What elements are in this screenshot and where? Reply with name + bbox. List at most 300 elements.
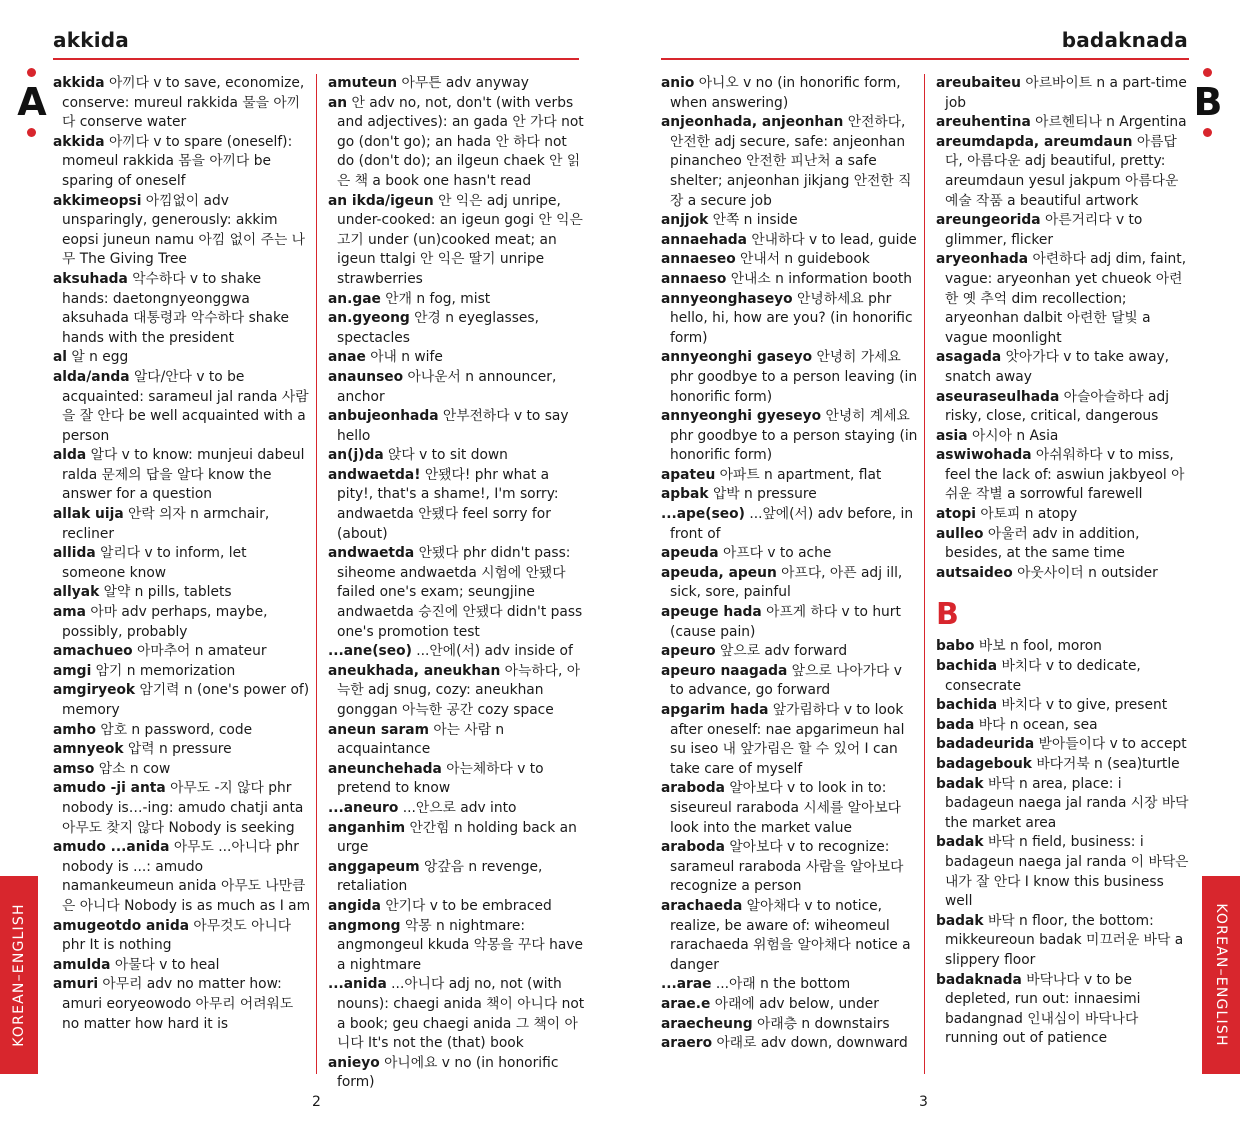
section-letter: B bbox=[936, 597, 959, 633]
dictionary-entry bbox=[661, 603, 919, 642]
definition: ...아래 n the bottom bbox=[711, 976, 851, 993]
dictionary-entry bbox=[661, 701, 919, 779]
dictionary-entry bbox=[936, 657, 1194, 696]
headword: aulleo bbox=[936, 525, 984, 542]
definition: 아는 사람 n acquaintance bbox=[337, 721, 505, 758]
dictionary-entry bbox=[53, 603, 311, 642]
dictionary-entry bbox=[661, 113, 919, 211]
headword: andwaetda bbox=[328, 545, 415, 562]
definition: 안쪽 n inside bbox=[708, 212, 798, 229]
dictionary-entry bbox=[53, 721, 311, 741]
dictionary-entry bbox=[661, 897, 919, 975]
headword: apeuda, apeun bbox=[661, 564, 777, 581]
headword: araero bbox=[661, 1035, 713, 1052]
headword: an ikda/igeun bbox=[328, 192, 434, 209]
thumb-letter: B bbox=[1193, 80, 1223, 124]
definition: 앞가림하다 v to look after oneself: nae apgarimeun hal su iseo 내 앞가림은 할 수 있어 I can take care of myself bbox=[670, 702, 905, 777]
headword: akkimeopsi bbox=[53, 192, 142, 209]
header-rule bbox=[661, 58, 1189, 60]
definition: 아토피 n atopy bbox=[976, 506, 1078, 523]
definition: 안 adv no, not, don't (with verbs and adjectives): an gada 안 가다 not go (don't go); an hada 안 하다 not do (don't do); an ilgeun chaek 안 읽은 책 a book one hasn't read bbox=[337, 94, 584, 189]
headword: annyeonghi gyeseyo bbox=[661, 408, 822, 425]
dictionary-entry bbox=[661, 975, 919, 995]
dictionary-entry bbox=[53, 505, 311, 544]
dictionary-entry bbox=[661, 485, 919, 505]
headword: apateu bbox=[661, 466, 716, 483]
definition: 안 익은 adj unripe, under-cooked: an igeun gogi 안 익은고기 under (un)cooked meat; an igeun ttalgi 안 익은 딸기 unripe strawberries bbox=[337, 192, 583, 287]
dictionary-entry bbox=[328, 1054, 586, 1093]
dictionary-entry bbox=[936, 525, 1194, 564]
definition: 바닥 n area, place: i badageun naega jal randa 시장 바닥 the market area bbox=[945, 775, 1189, 831]
headword: akkida bbox=[53, 75, 105, 91]
definition: 아무것도 아니다 phr It is nothing bbox=[62, 917, 292, 954]
definition: ...아니다 adj no, not (with nouns): chaegi anida 책이 아니다 not a book; geu chaegi anida 그 책이 아니다 It's not the (that) book bbox=[337, 976, 585, 1052]
headword: anae bbox=[328, 349, 366, 366]
dictionary-entry bbox=[53, 368, 311, 446]
headword: autsaideo bbox=[936, 564, 1013, 581]
dictionary-entry bbox=[661, 564, 919, 603]
headword: alda/anda bbox=[53, 368, 130, 385]
headword: aneunchehada bbox=[328, 760, 442, 777]
headword: anbujeonhada bbox=[328, 408, 439, 425]
language-side-tab bbox=[1202, 876, 1240, 1074]
definition: 악몽 n nightmare: angmongeul kkuda 악몽을 꾸다 have a nightmare bbox=[337, 917, 583, 973]
definition: 앉다 v to sit down bbox=[383, 447, 508, 464]
headword: amgi bbox=[53, 662, 92, 679]
definition: 안됐다! phr what a pity!, that's a shame!, I'm sorry: andwaetda 안됐다 feel sorry for (about) bbox=[337, 466, 559, 542]
definition: 암소 n cow bbox=[94, 760, 171, 777]
dictionary-entry bbox=[328, 858, 586, 897]
dictionary-entry bbox=[661, 642, 919, 662]
definition: ...안으로 adv into bbox=[398, 799, 517, 816]
dictionary-entry bbox=[661, 348, 919, 407]
headword: amgiryeok bbox=[53, 682, 136, 699]
definition: 안내소 n information booth bbox=[726, 270, 913, 287]
dictionary-entry bbox=[53, 192, 311, 270]
dictionary-entry bbox=[53, 662, 311, 682]
dictionary-entry bbox=[328, 466, 586, 544]
dictionary-entry bbox=[661, 211, 919, 231]
headword: annaehada bbox=[661, 231, 747, 248]
headword: andwaetda! bbox=[328, 466, 421, 483]
dictionary-entry bbox=[328, 348, 586, 368]
dictionary-entry bbox=[53, 642, 311, 662]
definition: 알다/안다 v to be acquainted: sarameul jal randa 사람을 잘 안다 be well acquainted with a person bbox=[62, 368, 309, 444]
headword: angida bbox=[328, 897, 381, 914]
definition: 알약 n pills, tablets bbox=[99, 584, 232, 601]
headword: badagebouk bbox=[936, 756, 1032, 772]
headword: amuteun bbox=[328, 75, 398, 91]
dictionary-entry bbox=[53, 838, 311, 916]
dictionary-entry bbox=[53, 975, 311, 1034]
headword: areuhentina bbox=[936, 114, 1031, 131]
dictionary-entry bbox=[53, 74, 311, 133]
headword: anjjok bbox=[661, 212, 709, 229]
definition: 안내서 n guidebook bbox=[735, 251, 870, 268]
headword: angmong bbox=[328, 917, 401, 934]
dictionary-entry bbox=[936, 971, 1194, 1049]
dictionary-entry bbox=[936, 912, 1194, 971]
dictionary-entry bbox=[661, 250, 919, 270]
dictionary-entry bbox=[936, 564, 1194, 584]
definition: 안전하다, 안전한 adj secure, safe: anjeonhan pinancheo 안전한 피난처 a safe shelter; anjeonhan jikjang 안전한 직장 a secure job bbox=[670, 114, 912, 209]
headword: an.gyeong bbox=[328, 310, 410, 327]
definition: 안경 n eyeglasses, spectacles bbox=[337, 310, 539, 346]
headword: allyak bbox=[53, 584, 100, 601]
page-number: 2 bbox=[312, 1094, 321, 1110]
definition: 아슬아슬하다 adj risky, close, critical, dangerous bbox=[945, 388, 1170, 425]
dictionary-entry bbox=[53, 348, 311, 368]
dictionary-entry bbox=[936, 696, 1194, 716]
definition: 안녕하세요 phr hello, hi, how are you? (in honorific form) bbox=[670, 290, 913, 346]
definition: 아무도 ...아니다 phr nobody is ...: amudo namankeumeun anida 아무도 나만큼은 아니다 Nobody is as much as I am bbox=[62, 839, 311, 914]
headword: areubaiteu bbox=[936, 75, 1021, 91]
dictionary-entry bbox=[661, 662, 919, 701]
headword: ...aneuro bbox=[328, 799, 399, 816]
definition: 아쉬워하다 v to miss, feel the lack of: aswiun jakbyeol 아쉬운 작별 a sorrowful farewell bbox=[945, 447, 1185, 503]
definition: 악수하다 v to shake hands: daetongnyeonggwa aksuhada 대통령과 악수하다 shake hands with the president bbox=[62, 270, 289, 346]
dictionary-entry bbox=[936, 833, 1194, 911]
dictionary-entry bbox=[53, 446, 311, 505]
dictionary-entry bbox=[661, 290, 919, 349]
definition: 아프게 하다 v to hurt (cause pain) bbox=[670, 604, 901, 640]
headword: anganhim bbox=[328, 819, 406, 836]
headword: ...ane(seo) bbox=[328, 643, 412, 660]
dictionary-entry bbox=[936, 446, 1194, 505]
dictionary-entry bbox=[936, 735, 1194, 755]
headword: apeuro naagada bbox=[661, 662, 788, 679]
definition: 아래에 adv below, under bbox=[710, 995, 879, 1012]
headword: amnyeok bbox=[53, 741, 124, 758]
headword: al bbox=[53, 349, 68, 366]
headword: ...anida bbox=[328, 976, 387, 993]
headword: amuri bbox=[53, 976, 99, 993]
dictionary-entry bbox=[936, 755, 1194, 775]
dictionary-entry bbox=[661, 1015, 919, 1035]
definition: 아련하다 adj dim, faint, vague: aryeonhan yet chueok 아련한 옛 추억 dim recollection; aryeonhan dalbit 아련한 달빛 a vague moonlight bbox=[945, 251, 1187, 346]
dictionary-entry bbox=[936, 388, 1194, 427]
headword: alda bbox=[53, 447, 87, 464]
definition: 알 n egg bbox=[67, 349, 129, 366]
side-tab-label: KOREAN–ENGLISH bbox=[11, 903, 27, 1047]
headword: amudo ...anida bbox=[53, 839, 170, 856]
headword: aneukhada, aneukhan bbox=[328, 662, 501, 679]
dictionary-entry bbox=[328, 819, 586, 858]
definition: 아래로 adv down, downward bbox=[712, 1035, 908, 1052]
right-page bbox=[620, 0, 1240, 1134]
definition: 아울러 adv in addition, besides, at the same time bbox=[945, 525, 1140, 562]
headword: anjeonhada, anjeonhan bbox=[661, 114, 844, 131]
definition: 앞으로 adv forward bbox=[715, 643, 848, 660]
dictionary-entry bbox=[328, 368, 586, 407]
headword: apeuro bbox=[661, 643, 716, 660]
headword: badak bbox=[936, 834, 984, 851]
definition: 아무튼 adv anyway bbox=[397, 75, 529, 91]
definition: 안내하다 v to lead, guide bbox=[746, 231, 917, 248]
definition: 아프다, 아픈 adj ill, sick, sore, painful bbox=[670, 564, 903, 601]
headword: bachida bbox=[936, 658, 998, 675]
definition: 알다 v to know: munjeui dabeul ralda 문제의 답을 알다 know the answer for a question bbox=[62, 447, 305, 503]
headword: araecheung bbox=[661, 1015, 753, 1032]
header-rule bbox=[53, 58, 579, 60]
definition: 알아채다 v to notice, realize, be aware of: wiheomeul rarachaeda 위험을 알아채다 notice a danger bbox=[670, 897, 911, 973]
dictionary-entry bbox=[661, 466, 919, 486]
dictionary-entry bbox=[661, 505, 919, 544]
headword: amso bbox=[53, 760, 95, 777]
dictionary-entry bbox=[328, 799, 586, 819]
headword: arae.e bbox=[661, 995, 711, 1012]
entry-column bbox=[53, 74, 311, 1034]
dictionary-entry bbox=[936, 775, 1194, 834]
dictionary-entry bbox=[53, 583, 311, 603]
dictionary-entry bbox=[936, 133, 1194, 211]
dictionary-entry bbox=[661, 74, 919, 113]
definition: 아나운서 n announcer, anchor bbox=[337, 368, 557, 405]
thumb-letter: A bbox=[17, 80, 47, 124]
headword: aksuhada bbox=[53, 270, 128, 287]
definition: 안개 n fog, mist bbox=[380, 290, 491, 307]
dictionary-entry bbox=[53, 681, 311, 720]
definition: 바다거북 n (sea)turtle bbox=[1031, 756, 1180, 772]
thumb-index bbox=[1188, 66, 1228, 146]
dictionary-entry bbox=[53, 956, 311, 976]
definition: 바치다 v to dedicate, consecrate bbox=[945, 658, 1141, 694]
headword: amho bbox=[53, 721, 96, 738]
dictionary-entry bbox=[661, 995, 919, 1015]
dictionary-entry bbox=[53, 917, 311, 956]
dictionary-entry bbox=[936, 505, 1194, 525]
headword: areumdapda, areumdaun bbox=[936, 133, 1133, 150]
headword: areungeorida bbox=[936, 212, 1041, 229]
headword: araboda bbox=[661, 839, 725, 856]
headword: bada bbox=[936, 716, 975, 733]
definition: 아프다 v to ache bbox=[718, 545, 832, 562]
thumb-dot-icon bbox=[1203, 128, 1212, 137]
headword: annyeonghi gaseyo bbox=[661, 349, 813, 366]
dictionary-entry bbox=[328, 290, 586, 310]
dictionary-entry bbox=[661, 231, 919, 251]
headword: atopi bbox=[936, 506, 976, 523]
thumb-dot-icon bbox=[27, 68, 36, 77]
dictionary-entry bbox=[328, 917, 586, 976]
dictionary-entry bbox=[53, 760, 311, 780]
headword: aswiwohada bbox=[936, 447, 1032, 464]
definition: 아늑하다, 아늑한 adj snug, cozy: aneukhan gonggan 아늑한 공간 cozy space bbox=[337, 662, 581, 718]
dictionary-entry bbox=[53, 779, 311, 838]
headword: badak bbox=[936, 775, 984, 792]
headword: anieyo bbox=[328, 1054, 380, 1071]
headword: aneun saram bbox=[328, 721, 429, 738]
headword: annaeso bbox=[661, 270, 727, 287]
dictionary-entry bbox=[328, 975, 586, 1053]
entry-group bbox=[936, 637, 1194, 1048]
definition: 안락 의자 n armchair, recliner bbox=[62, 506, 270, 542]
definition: 아름답다, 아름다운 adj beautiful, pretty: areumdaun yesul jakpum 아름다운 예술 작품 a beautiful artwork bbox=[945, 133, 1179, 209]
definition: 아물다 v to heal bbox=[110, 956, 220, 973]
definition: 아파트 n apartment, flat bbox=[715, 466, 882, 483]
dictionary-entry bbox=[936, 74, 1194, 113]
definition: ...안에(서) adv inside of bbox=[411, 643, 573, 660]
dictionary-entry bbox=[936, 637, 1194, 657]
definition: 아무도 -지 않다 phr nobody is…-ing: amudo chatji anta 아무도 찾지 않다 Nobody is seeking bbox=[62, 780, 304, 836]
dictionary-entry bbox=[936, 716, 1194, 736]
headword: apeuge hada bbox=[661, 604, 762, 621]
dictionary-entry bbox=[936, 211, 1194, 250]
dictionary-entry bbox=[936, 250, 1194, 348]
dictionary-entry bbox=[53, 740, 311, 760]
headword: annyeonghaseyo bbox=[661, 290, 793, 307]
definition: 바닥 n field, business: i badageun naega jal randa 이 바닥은 내가 잘 안다 I know this business well bbox=[945, 834, 1189, 910]
headword: aryeonhada bbox=[936, 251, 1029, 268]
definition: 아르바이트 n a part-time job bbox=[945, 75, 1187, 111]
headword: anggapeum bbox=[328, 858, 420, 875]
definition: ...앞에(서) adv before, in front of bbox=[670, 506, 914, 542]
dictionary-entry bbox=[661, 270, 919, 290]
dictionary-entry bbox=[53, 133, 311, 192]
definition: 바닥 n floor, the bottom: mikkeureoun badak 미끄러운 바닥 a slippery floor bbox=[945, 912, 1184, 968]
definition: 안부전하다 v to say hello bbox=[337, 408, 569, 444]
definition: 아마추어 n amateur bbox=[132, 643, 267, 660]
headword: ama bbox=[53, 604, 86, 621]
dictionary-entry bbox=[328, 760, 586, 799]
headword: arachaeda bbox=[661, 897, 743, 914]
dictionary-entry bbox=[53, 270, 311, 348]
definition: 바보 n fool, moron bbox=[974, 638, 1102, 655]
thumb-dot-icon bbox=[1203, 68, 1212, 77]
definition: 바치다 v to give, present bbox=[997, 697, 1168, 714]
headword: anio bbox=[661, 75, 695, 91]
dictionary-entry bbox=[661, 838, 919, 897]
headword: annaeseo bbox=[661, 251, 736, 268]
definition: 압박 n pressure bbox=[708, 486, 817, 503]
headword: an.gae bbox=[328, 290, 381, 307]
definition: 앙갚음 n revenge, retaliation bbox=[337, 858, 543, 895]
entry-column bbox=[661, 74, 919, 1054]
headword: araboda bbox=[661, 780, 725, 797]
dictionary-entry bbox=[661, 407, 919, 466]
definition: 앞으로 나아가다 v to advance, go forward bbox=[670, 662, 902, 699]
thumb-index bbox=[12, 66, 52, 146]
headword: allida bbox=[53, 545, 96, 562]
definition: 바다 n ocean, sea bbox=[974, 716, 1098, 733]
headword: an bbox=[328, 94, 348, 111]
dictionary-entry bbox=[328, 544, 586, 642]
definition: 아마 adv perhaps, maybe, possibly, probably bbox=[62, 604, 268, 640]
definition: 암호 n password, code bbox=[96, 721, 253, 738]
headword: apbak bbox=[661, 486, 709, 503]
page-number: 3 bbox=[919, 1094, 928, 1110]
definition: 아내 n wife bbox=[365, 349, 443, 366]
definition: 안됐다 phr didn't pass: siheome andwaetda 시험에 안됐다 failed one's exam; seungjine andwaetda 승진에 안됐다 didn't pass one's promotion test bbox=[337, 545, 583, 640]
definition: 암기 n memorization bbox=[91, 662, 236, 679]
headword: an(j)da bbox=[328, 447, 384, 464]
dictionary-entry bbox=[328, 721, 586, 760]
dictionary-entry bbox=[328, 642, 586, 662]
headword: badaknada bbox=[936, 971, 1022, 988]
headword: ...arae bbox=[661, 976, 712, 993]
dictionary-entry bbox=[661, 544, 919, 564]
headword: ...ape(seo) bbox=[661, 506, 745, 523]
definition: 안녕히 계세요 phr goodbye to a person staying (in honorific form) bbox=[670, 408, 918, 464]
definition: 압력 n pressure bbox=[123, 741, 232, 758]
definition: 알아보다 v to recognize: sarameul raraboda 사람을 알아보다 recognize a person bbox=[670, 839, 904, 895]
definition: 아니오 v no (in honorific form, when answering) bbox=[670, 75, 901, 111]
dictionary-entry bbox=[936, 427, 1194, 447]
dictionary-entry bbox=[661, 1034, 919, 1054]
guide-word: akkida bbox=[53, 28, 129, 52]
definition: 아니에요 v no (in honorific form) bbox=[337, 1054, 559, 1091]
headword: bachida bbox=[936, 697, 998, 714]
headword: aseuraseulhada bbox=[936, 388, 1060, 405]
definition: 알리다 v to inform, let someone know bbox=[62, 545, 247, 581]
entry-column bbox=[328, 74, 586, 1093]
entry-column bbox=[936, 74, 1194, 1049]
dictionary-entry bbox=[328, 74, 586, 94]
thumb-dot-icon bbox=[27, 128, 36, 137]
definition: 아른거리다 v to glimmer, flicker bbox=[945, 212, 1143, 248]
dictionary-entry bbox=[328, 446, 586, 466]
headword: apeuda bbox=[661, 545, 719, 562]
headword: amulda bbox=[53, 956, 111, 973]
guide-word: badaknada bbox=[1061, 28, 1188, 52]
headword: amachueo bbox=[53, 643, 133, 660]
entry-group bbox=[936, 74, 1194, 583]
dictionary-entry bbox=[328, 192, 586, 290]
headword: amugeotdo anida bbox=[53, 917, 190, 934]
headword: anaunseo bbox=[328, 368, 404, 385]
dictionary-entry bbox=[328, 309, 586, 348]
side-tab-label: KOREAN–ENGLISH bbox=[1213, 903, 1229, 1047]
dictionary-entry bbox=[328, 897, 586, 917]
headword: apgarim hada bbox=[661, 702, 769, 718]
dictionary-entry bbox=[328, 407, 586, 446]
definition: 아낌없이 adv unsparingly, generously: akkim eopsi juneun namu 아낌 없이 주는 나무 The Giving Tree bbox=[62, 192, 305, 268]
headword: amudo -ji anta bbox=[53, 780, 166, 797]
dictionary-entry bbox=[53, 544, 311, 583]
definition: 앗아가다 v to take away, snatch away bbox=[945, 349, 1170, 385]
definition: 아웃사이더 n outsider bbox=[1012, 564, 1158, 581]
definition: 받아들이다 v to accept bbox=[1034, 736, 1187, 753]
dictionary-entry bbox=[936, 113, 1194, 133]
headword: asia bbox=[936, 427, 968, 444]
definition: 아래층 n downstairs bbox=[752, 1015, 890, 1032]
dictionary-entry bbox=[328, 94, 586, 192]
dictionary-entry bbox=[328, 662, 586, 721]
headword: akkida bbox=[53, 133, 105, 150]
definition: 암기력 n (one's power of) memory bbox=[62, 682, 310, 718]
definition: 안간힘 n holding back an urge bbox=[337, 819, 577, 856]
dictionary-entry bbox=[661, 779, 919, 838]
column-divider bbox=[316, 74, 317, 1074]
headword: babo bbox=[936, 638, 975, 655]
headword: allak uija bbox=[53, 506, 124, 523]
headword: badadeurida bbox=[936, 736, 1035, 753]
dictionary-entry bbox=[936, 348, 1194, 387]
column-divider bbox=[924, 74, 925, 1074]
definition: 아시아 n Asia bbox=[967, 427, 1059, 444]
definition: 아끼다 v to spare (oneself): momeul rakkida 몸을 아끼다 be sparing of oneself bbox=[62, 133, 293, 189]
definition: 아는체하다 v to pretend to know bbox=[337, 760, 544, 797]
headword: asagada bbox=[936, 349, 1002, 366]
definition: 아끼다 v to save, economize, conserve: mureul rakkida 물을 아끼다 conserve water bbox=[62, 75, 305, 131]
definition: 알아보다 v to look in to: siseureul raraboda 시세를 알아보다 look into the market value bbox=[670, 780, 901, 836]
definition: 아르헨티나 n Argentina bbox=[1030, 114, 1187, 131]
definition: 안기다 v to be embraced bbox=[380, 897, 552, 914]
definition: 바닥나다 v to be depleted, run out: innaesimi badangnad 인내심이 바닥나다 running out of patience bbox=[945, 971, 1141, 1047]
definition: 안녕히 가세요 phr goodbye to a person leaving (in honorific form) bbox=[670, 349, 918, 405]
headword: badak bbox=[936, 912, 984, 929]
definition: 아무리 adv no matter how: amuri eoryeowodo 아무리 어려워도 no matter how hard it is bbox=[62, 976, 294, 1032]
